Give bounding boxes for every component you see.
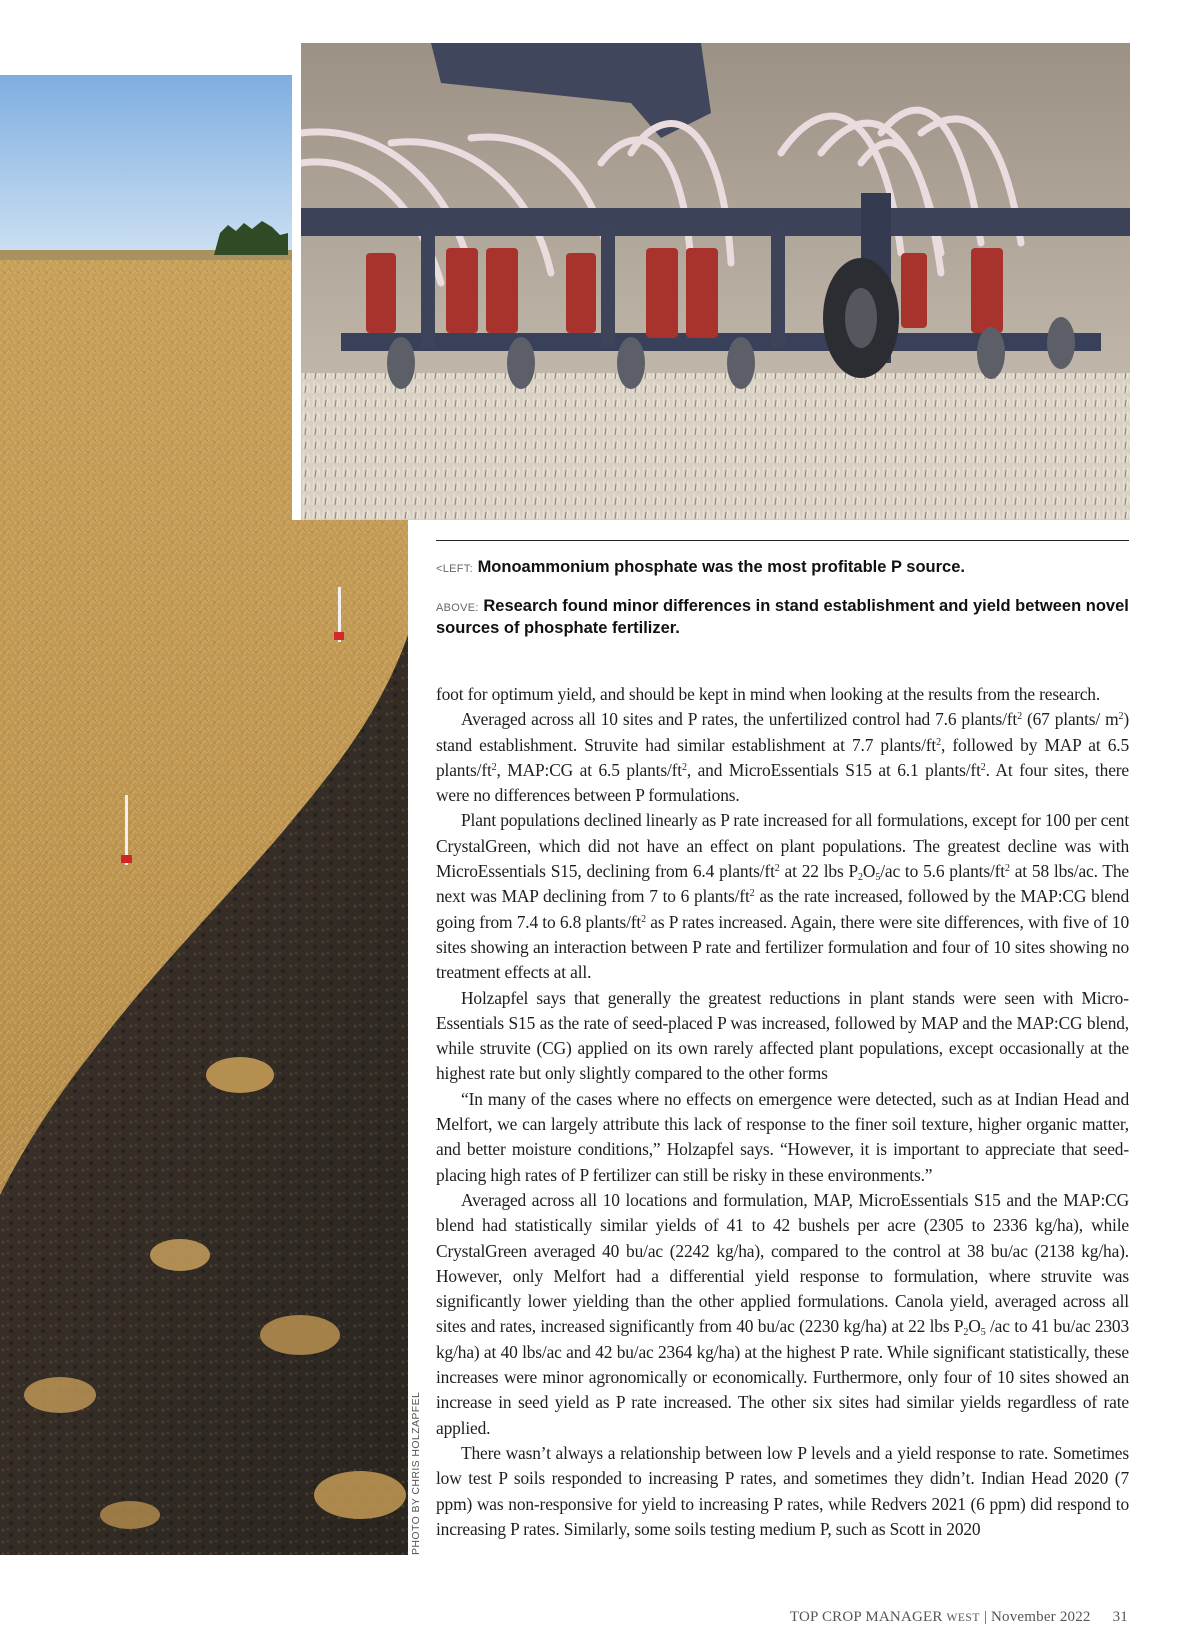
article-body	[436, 682, 1129, 1542]
page-number: 31	[1112, 1609, 1128, 1625]
seeder-photo-top	[301, 43, 1130, 520]
caption-left-label: <LEFT:	[436, 563, 473, 575]
article-paragraph-6: Averaged across all 10 locations and formulation, MAP, MicroEssentials S15 and the MAP:CG blend had statistically similar yields of 41 to 42 bushels per acre (2305 to 2336 kg/ha), while CrystalGreen averaged 40 bu/ac (2242 kg/ha), compared to the control at 38 bu/ac (2138 kg/ha). However, only Melfort had a differential yield response to formulation, where struvite was significantly lower yielding than the other applied formulations. Canola yield, averaged across all sites and rates, increased significantly from 40 bu/ac (2230 kg/ha) at 22 lbs $P_2O_5$ /ac to 41 bu/ac 2303 kg/ha) at 40 lbs/ac and 42 bu/ac 2364 kg/ha) at the highest P rate. While significant statistically, these increases were minor agronomically or economically. Furthermore, only four of 10 sites showed an increase in seed yield as P rate increased. The other six sites had similar yields regardless of rate applied.	[436, 1189, 1130, 1438]
footer-separator: |	[983, 1609, 988, 1625]
caption-above-text: Research found minor differences in stand establishment and yield between novel sources of phosphate fertilizer.	[436, 597, 1129, 637]
article-paragraph-4: Holzapfel says that generally the greatest reductions in plant stands were seen with MicroEssentials S15 as the rate of seed-placed P was increased, followed by MAP and the MAP:CG blend, while struvite (CG) applied on its own rarely affected plant populations, except occasionally at the highest rate but only slightly compared to the other forms	[436, 987, 1129, 1084]
footer-issue: November 2022	[990, 1609, 1091, 1625]
caption-left-text: Monoammonium phosphate was the most profitable P source.	[477, 558, 965, 576]
article-paragraph-7: There wasn’t always a relationship between low P levels and a yield response to rate. Sometimes low test P soils responded to increasing P rates, and sometimes they didn’t. Indian Head 2020 (7 ppm) was non-responsive for yield to increasing P rates, while Redvers 2021 (6 ppm) did respond to increasing P rates. Similarly, some soils testing medium P, such as Scott in 2020	[436, 1442, 1129, 1539]
page-footer	[790, 1609, 1128, 1626]
article-paragraph-2: Averaged across all 10 sites and P rates, the unfertilized control had 7.6 plants/$ft^2$ (67 plants/ $m^2$) stand establishment. Struvite had similar establishment at 7.7 plants/$ft^2$, followed by MAP at 6.5 plants/$ft^2$, MAP:CG at 6.5 plants/$ft^2$, and MicroEssentials S15 at 6.1 plants/$ft^2$. At four sites, there were no differences between P formulations.	[436, 709, 1129, 806]
article-paragraph-1: foot for optimum yield, and should be kept in mind when looking at the results from the research.	[436, 684, 1101, 704]
footer-magazine: TOP CROP MANAGER	[789, 1609, 943, 1625]
caption-above	[436, 596, 1129, 638]
footer-edition: WEST	[946, 1612, 980, 1624]
seeder-photo-illustration	[301, 43, 1130, 520]
photo-credit: PHOTO BY CHRIS HOLZAPFEL	[410, 1391, 422, 1555]
caption-above-label: ABOVE:	[436, 602, 479, 614]
article-paragraph-5: “In many of the cases where no effects on emergence were detected, such as at Indian Head and Melfort, we can largely attribute this lack of response to the finer soil texture, higher organic matter, and better moisture conditions,” Holzapfel says. “However, it is important to appreciate that seed-placing high rates of P fertilizer can still be risky in these environments.”	[436, 1088, 1129, 1185]
article-paragraph-3: Plant populations declined linearly as P rate increased for all formulations, except for 100 per cent CrystalGreen, which did not have an effect on plant populations. The greatest decline was with MicroEssentials S15, declining from 6.4 plants/$ft^2$ at 22 lbs $P_2O_5/ac$ to 5.6 plants/$ft^2$ at 58 lbs/ac. The next was MAP declining from 7 to 6 plants/$ft^2$ as the rate increased, followed by the MAP:CG blend going from 7.4 to 6.8 plants/$ft^2$ as P rates increased. Again, there were site differences, with five of 10 sites showing an interaction between P rate and fertilizer formulation and four of 10 sites showing no treatment effects at all.	[436, 810, 1130, 983]
caption-divider	[436, 540, 1129, 541]
caption-left	[436, 557, 1129, 579]
